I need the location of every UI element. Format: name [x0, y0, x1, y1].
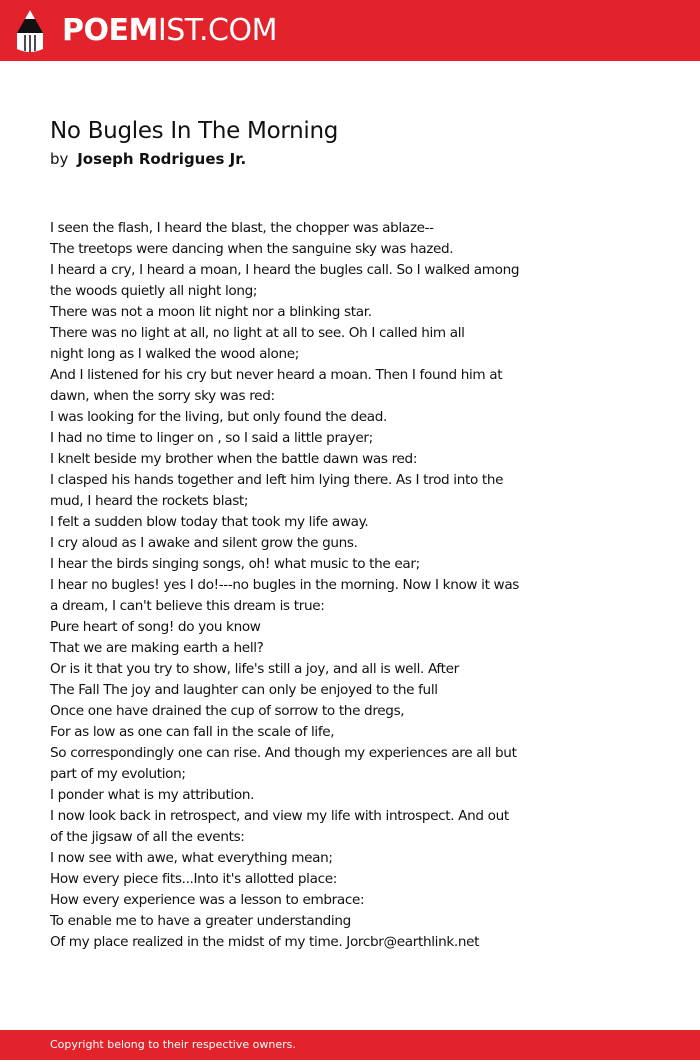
poem-line: To enable me to have a greater understanding [50, 913, 351, 929]
poem-line: So correspondingly one can rise. And though my experiences are all but [50, 745, 517, 761]
author-name[interactable]: Joseph Rodrigues Jr. [77, 150, 247, 168]
poem-line: mud, I heard the rockets blast; [50, 493, 249, 509]
poem-line: a dream, I can't believe this dream is true: [50, 598, 325, 614]
by-label: by [50, 150, 69, 168]
poem-line: I hear no bugles! yes I do!---no bugles in the morning. Now I know it was [50, 577, 520, 593]
poem-line: I felt a sudden blow today that took my life away. [50, 514, 369, 530]
poem-line: There was no light at all, no light at all to see. Oh I called him all [50, 325, 465, 341]
poem-line: That we are making earth a hell? [50, 640, 264, 656]
poem-line: Pure heart of song! do you know [50, 619, 261, 635]
poem-line: I had no time to linger on , so I said a little prayer; [50, 430, 373, 446]
poem-line: How every piece fits...Into it's allotted place: [50, 871, 337, 887]
poem-line: How every experience was a lesson to embrace: [50, 892, 365, 908]
poem-line: part of my evolution; [50, 766, 186, 782]
poem-line: I now see with awe, what everything mean; [50, 850, 333, 866]
poem-line: I clasped his hands together and left him lying there. As I trod into the [50, 472, 504, 488]
poem-line: I hear the birds singing songs, oh! what music to the ear; [50, 556, 420, 572]
poem-line: Or is it that you try to show, life's still a joy, and all is well. After [50, 661, 459, 677]
poem-body [50, 218, 560, 953]
logo-strong-text: POEM [62, 13, 158, 48]
poem-line: the woods quietly all night long; [50, 283, 258, 299]
poem-title: No Bugles In The Morning [50, 118, 339, 144]
poem-line: I ponder what is my attribution. [50, 787, 255, 803]
poem-line: night long as I walked the wood alone; [50, 346, 299, 362]
pencil-icon[interactable] [16, 9, 44, 53]
poem-line: I now look back in retrospect, and view my life with introspect. And out [50, 808, 509, 824]
poem-line: And I listened for his cry but never heard a moan. Then I found him at [50, 367, 503, 383]
poem-line: I heard a cry, I heard a moan, I heard the bugles call. So I walked among [50, 262, 520, 278]
poem-line: The Fall The joy and laughter can only be enjoyed to the full [50, 682, 438, 698]
byline [50, 148, 246, 170]
poem-line: The treetops were dancing when the sanguine sky was hazed. [50, 241, 454, 257]
poem-line: There was not a moon lit night nor a blinking star. [50, 304, 372, 320]
site-header [0, 0, 700, 61]
poem-line: I knelt beside my brother when the battle dawn was red: [50, 451, 418, 467]
logo-light-text: IST.COM [157, 13, 277, 48]
poem-line: I seen the flash, I heard the blast, the chopper was ablaze-- [50, 220, 434, 236]
copyright-text: Copyright belong to their respective owners. [50, 1038, 296, 1051]
site-footer [0, 1030, 700, 1060]
poem-line: I cry aloud as I awake and silent grow the guns. [50, 535, 358, 551]
poem-line: I was looking for the living, but only found the dead. [50, 409, 387, 425]
poem-line: of the jigsaw of all the events: [50, 829, 245, 845]
site-logo[interactable] [62, 13, 277, 49]
poem-line: Once one have drained the cup of sorrow to the dregs, [50, 703, 405, 719]
poem-line: For as low as one can fall in the scale of life, [50, 724, 335, 740]
poem-line: dawn, when the sorry sky was red: [50, 388, 275, 404]
poem-line: Of my place realized in the midst of my time. Jorcbr@earthlink.net [50, 934, 480, 950]
